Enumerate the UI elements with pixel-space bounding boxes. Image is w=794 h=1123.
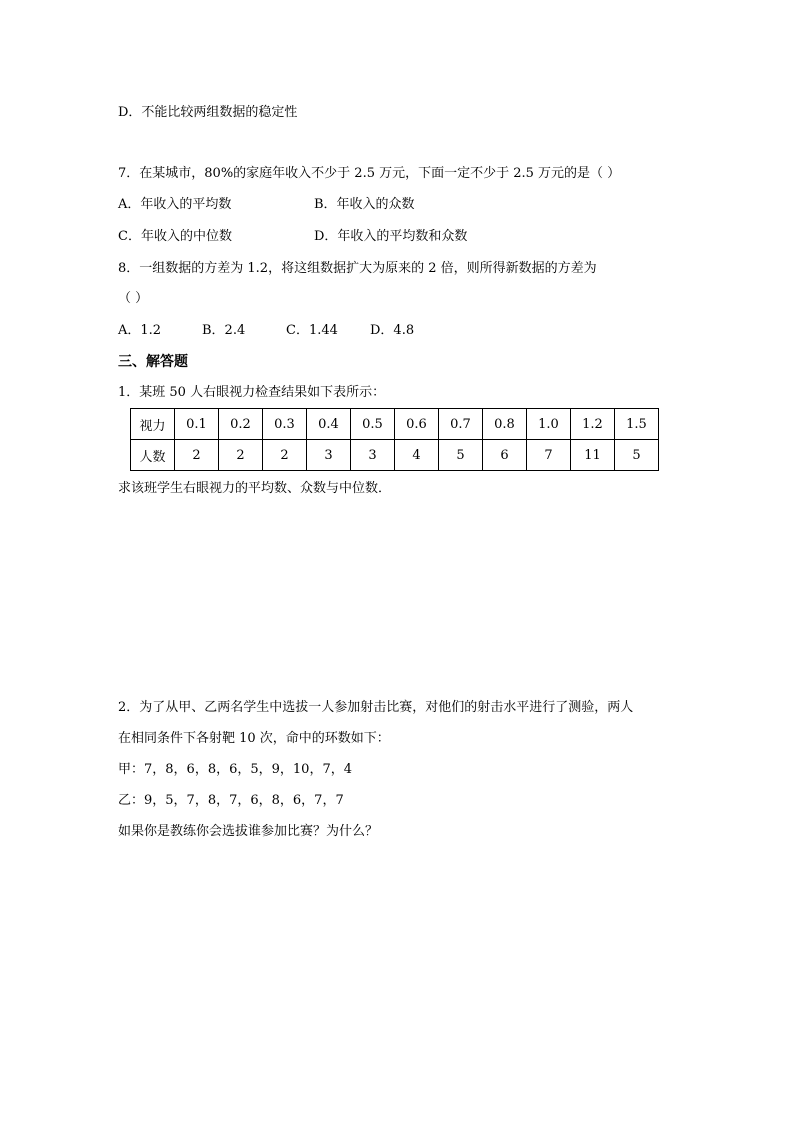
q8-stem-cont: （ ） xyxy=(118,291,149,306)
table-header-cell: 视力 xyxy=(131,409,175,440)
vision-table xyxy=(130,408,659,471)
p2-question: 如果你是教练你会选拔谁参加比赛？为什么？ xyxy=(118,824,379,839)
table-cell: 7 xyxy=(527,440,571,471)
section-title: 三、解答题 xyxy=(118,354,188,370)
table-cell: 11 xyxy=(571,440,615,471)
p2-stem: 2．为了从甲、乙两名学生中选拔一人参加射击比赛，对他们的射击水平进行了测验，两人 xyxy=(118,700,634,715)
table-cell: 0.4 xyxy=(307,409,351,440)
table-cell: 0.5 xyxy=(351,409,395,440)
q7-option-d: D．年收入的平均数和众数 xyxy=(314,229,468,244)
table-cell: 3 xyxy=(351,440,395,471)
table-cell: 2 xyxy=(219,440,263,471)
table-cell: 0.6 xyxy=(395,409,439,440)
p1-stem: 1．某班 50 人右眼视力检查结果如下表所示： xyxy=(118,385,386,400)
q7-stem: 7．在某城市，80%的家庭年收入不少于 2.5 万元，下面一定不少于 2.5 万元的是（ ） xyxy=(118,166,621,181)
table-cell: 4 xyxy=(395,440,439,471)
q8-stem: 8．一组数据的方差为 1.2，将这组数据扩大为原来的 2 倍，则所得新数据的方差为 xyxy=(118,261,597,276)
p2-jia-scores: 甲：7，8，6，8，6，5，9，10，7，4 xyxy=(118,762,352,777)
table-row xyxy=(131,409,659,440)
table-cell: 3 xyxy=(307,440,351,471)
table-cell: 0.7 xyxy=(439,409,483,440)
q8-option-d: D．4.8 xyxy=(370,323,415,338)
table-cell: 5 xyxy=(439,440,483,471)
table-header-cell: 人数 xyxy=(131,440,175,471)
table-cell: 0.8 xyxy=(483,409,527,440)
table-cell: 6 xyxy=(483,440,527,471)
q6-option-d: D．不能比较两组数据的稳定性 xyxy=(118,105,298,120)
table-cell: 0.3 xyxy=(263,409,307,440)
table-cell: 0.1 xyxy=(175,409,219,440)
table-cell: 2 xyxy=(263,440,307,471)
q7-option-b: B．年收入的众数 xyxy=(314,197,415,212)
q7-option-a: A．年收入的平均数 xyxy=(118,197,232,212)
p1-question: 求该班学生右眼视力的平均数、众数与中位数． xyxy=(118,481,392,496)
table-row xyxy=(131,440,659,471)
table-cell: 1.0 xyxy=(527,409,571,440)
p2-stem-cont: 在相同条件下各射靶 10 次，命中的环数如下： xyxy=(118,731,390,746)
table-cell: 1.2 xyxy=(571,409,615,440)
q8-option-c: C．1.44 xyxy=(286,323,338,338)
table-cell: 0.2 xyxy=(219,409,263,440)
table-cell: 1.5 xyxy=(615,409,659,440)
q8-option-b: B．2.4 xyxy=(202,323,246,338)
q8-option-a: A．1.2 xyxy=(118,323,162,338)
p2-yi-scores: 乙：9，5，7，8，7，6，8，6，7，7 xyxy=(118,793,344,808)
table-cell: 5 xyxy=(615,440,659,471)
table-cell: 2 xyxy=(175,440,219,471)
q7-option-c: C．年收入的中位数 xyxy=(118,229,232,244)
